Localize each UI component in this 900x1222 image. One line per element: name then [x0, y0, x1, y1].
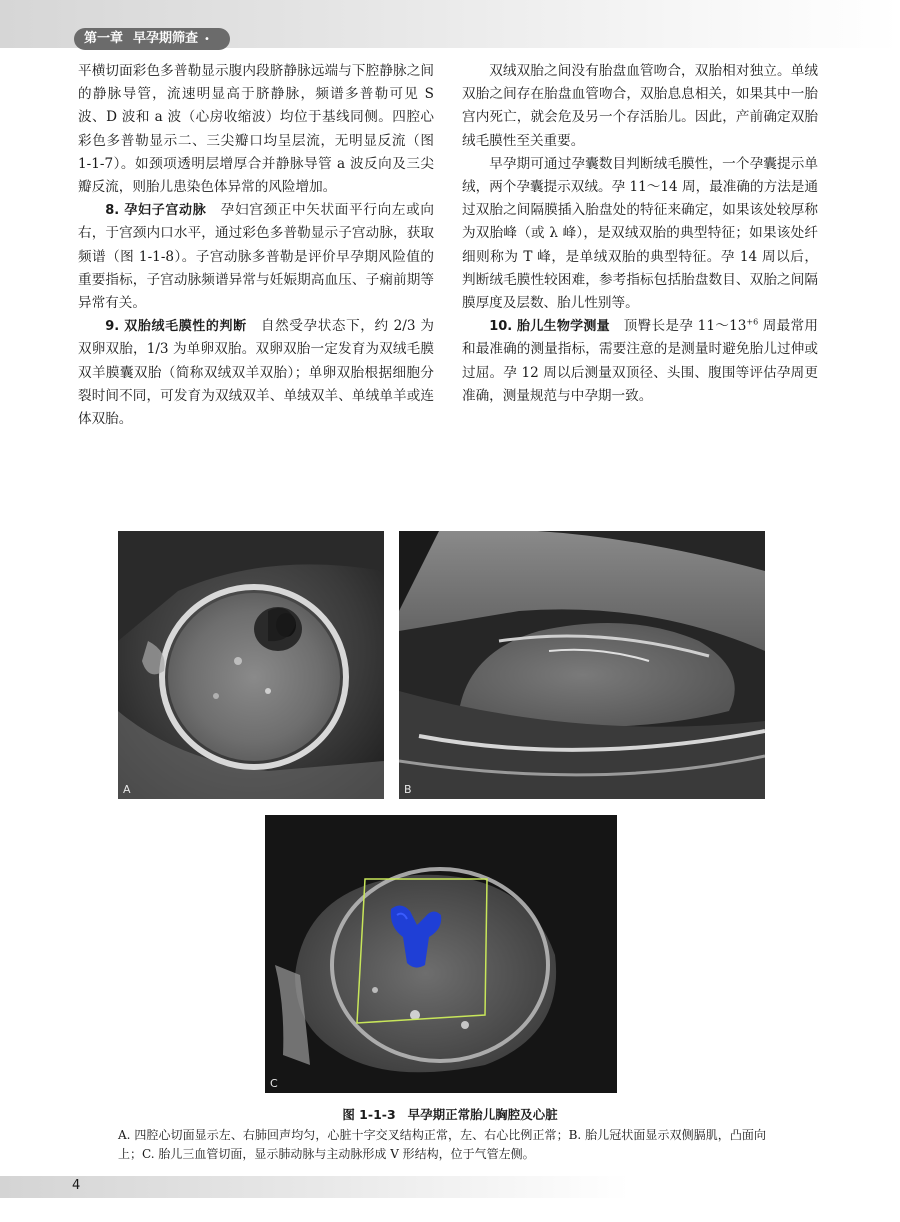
figure-title: 早孕期正常胎儿胸腔及心脏	[407, 1107, 558, 1122]
panel-label: B	[404, 783, 412, 796]
paragraph: 平横切面彩色多普勒显示腹内段脐静脉远端与下腔静脉之间的静脉导管，流速明显高于脐静脉，频谱多普勒可见 S 波、D 波和 a 波（心房收缩波）均位于基线同侧。四腔心彩色多普勒显示二、三尖瓣口均呈层流，无明显反流（图 1-1-7）。如颈项透明层增厚合并静脉导管 a 波反向及三尖瓣反流，则胎儿患染色体异常的风险增加。	[78, 63, 434, 196]
ultrasound-panel-c	[265, 815, 617, 1093]
figure-number: 图 1-1-3	[342, 1107, 396, 1122]
section-title: 早孕期筛查	[133, 31, 199, 46]
ultrasound-image-c	[265, 815, 617, 1093]
ultrasound-image-b	[399, 531, 765, 799]
superscript: +6	[746, 317, 759, 327]
ultrasound-panel-a	[118, 531, 384, 799]
paragraph	[462, 315, 818, 408]
header-dot: •	[204, 34, 210, 45]
figure-caption-title	[0, 1105, 900, 1123]
panel-label: A	[123, 783, 131, 796]
paragraph: 早孕期可通过孕囊数目判断绒毛膜性，一个孕囊提示单绒，两个孕囊提示双绒。孕 11～14 周，最准确的方法是通过双胎之间隔膜插入胎盘处的特征来确定，如果该处较厚称为双胎峰（或 λ 峰），是双绒双胎的典型特征；如果该处纤细则称为 T 峰，是单绒双胎的典型特征。孕 14 周以后，判断绒毛膜性较困难，参考指标包括胎盘数目、双胎之间隔膜厚度及层数、胎儿性别等。	[462, 155, 818, 312]
page-number: 4	[72, 1178, 81, 1193]
paragraph	[78, 199, 434, 315]
left-text-column	[78, 60, 434, 431]
chapter-label: 第一章	[84, 31, 124, 46]
ultrasound-panel-b	[399, 531, 765, 799]
section-heading: 9. 双胎绒毛膜性的判断	[105, 319, 247, 335]
right-text-column	[462, 60, 818, 408]
footer-band	[0, 1176, 900, 1198]
paragraph-text: 周最常用和最准确的测量指标，需要注意的是测量时避免胎儿过伸或过屈。孕 12 周以后测量双顶径、头围、腹围等评估孕周更准确，测量规范与中孕期一致。	[462, 318, 818, 404]
paragraph-text: 自然受孕状态下，约 2/3 为双卵双胎，1/3 为单卵双胎。双卵双胎一定发育为双绒毛膜双羊膜囊双胎（简称双绒双羊双胎）；单卵双胎根据细胞分裂时间不同，可发育为双绒双羊、单绒双羊、单绒单羊或连体双胎。	[78, 318, 434, 428]
paragraph-text: 顶臀长是孕 11～13	[623, 318, 747, 335]
ultrasound-image-a	[118, 531, 384, 799]
section-heading: 8. 孕妇子宫动脉	[105, 203, 207, 219]
paragraph: 双绒双胎之间没有胎盘血管吻合，双胎相对独立。单绒双胎之间存在胎盘血管吻合，双胎息息相关，如果其中一胎宫内死亡，就会危及另一个存活胎儿。因此，产前确定双胎绒毛膜性至关重要。	[462, 63, 818, 149]
chapter-header	[74, 28, 230, 50]
paragraph-text: 孕妇宫颈正中矢状面平行向左或向右，于宫颈内口水平，通过彩色多普勒显示子宫动脉，获取频谱（图 1-1-8）。子宫动脉多普勒是评价早孕期风险值的重要指标，子宫动脉频谱异常与妊娠期高血压、子痫前期等异常有关。	[78, 202, 434, 312]
figure-caption-text: A. 四腔心切面显示左、右肺回声均匀，心脏十字交叉结构正常，左、右心比例正常；B. 胎儿冠状面显示双侧膈肌，凸面向上；C. 胎儿三血管切面，显示肺动脉与主动脉形成 V 形结构，位于气管左侧。	[118, 1128, 766, 1161]
panel-label: C	[270, 1077, 278, 1090]
paragraph	[78, 315, 434, 431]
section-heading: 10. 胎儿生物学测量	[489, 319, 610, 335]
